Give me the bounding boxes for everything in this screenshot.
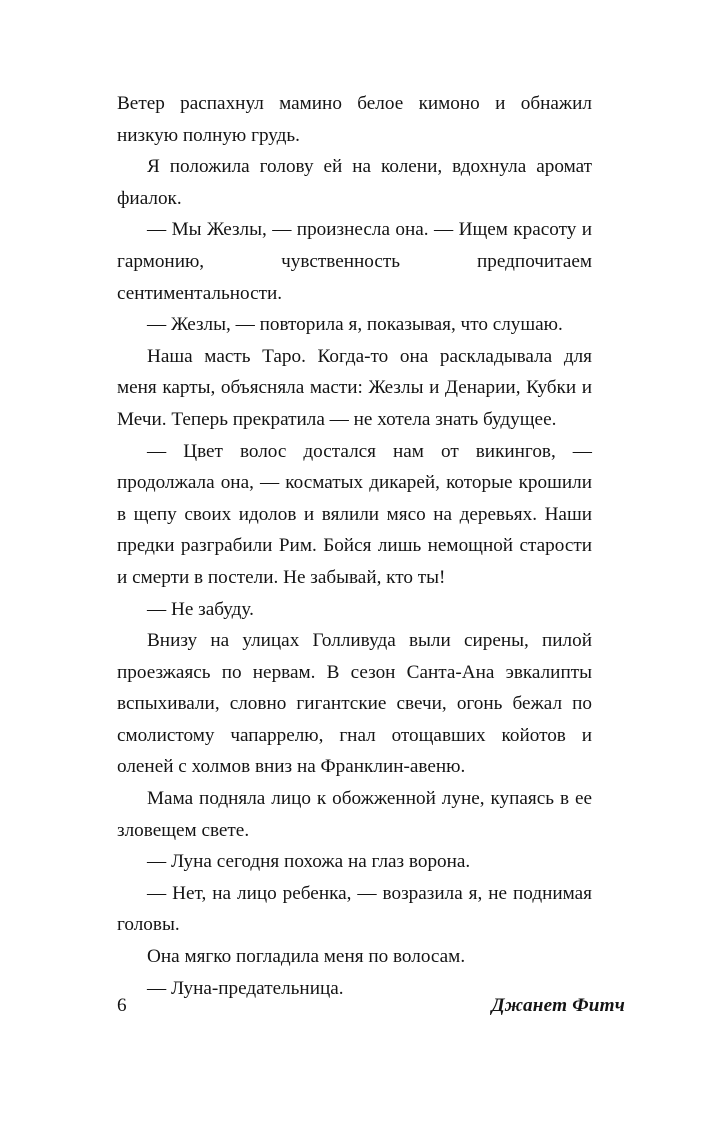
paragraph: Наша масть Таро. Когда-то она раскладывала для меня карты, объясняла масти: Жезлы и Денарии, Кубки и Мечи. Теперь прекратила — не хотела знать будущее. xyxy=(117,345,592,430)
paragraph: Я положила голову ей на колени, вдохнула аромат фиалок. xyxy=(117,156,592,209)
paragraph: Мама подняла лицо к обожженной луне, купаясь в ее зловещем свете. xyxy=(117,788,592,841)
paragraph: Ветер распахнул мамино белое кимоно и обнажил низкую полную грудь. xyxy=(117,93,592,146)
running-head-author: Джанет Фитч xyxy=(491,995,625,1016)
paragraph: — Мы Жезлы, — произнесла она. — Ищем красоту и гармонию, чувственность предпочитаем сентиментальности. xyxy=(117,219,592,304)
page-footer xyxy=(117,995,625,1017)
paragraph: — Цвет волос достался нам от викингов, — продолжала она, — косматых дикарей, которые крошили в щепу своих идолов и вялили мясо на деревьях. Наши предки разграбили Рим. Бойся лишь немощной старости и смерти в постели. Не забывай, кто ты! xyxy=(117,440,592,588)
paragraph: — Луна-предательница. xyxy=(147,977,344,999)
paragraph: — Жезлы, — повторила я, показывая, что слушаю. xyxy=(147,314,563,336)
body-text-column xyxy=(117,88,592,1004)
paragraph: Внизу на улицах Голливуда выли сирены, пилой проезжаясь по нервам. В сезон Санта-Ана эвкалипты вспыхивали, словно гигантские свечи, огонь бежал по смолистому чапаррелю, гнал отощавших койотов и оленей с холмов вниз на Франклин-авеню. xyxy=(117,630,592,778)
paragraph: — Луна сегодня похожа на глаз ворона. xyxy=(147,851,471,873)
paragraph: — Не забуду. xyxy=(147,598,254,620)
paragraph: Она мягко погладила меня по волосам. xyxy=(147,946,466,968)
page-number: 6 xyxy=(117,995,127,1016)
paragraph: — Нет, на лицо ребенка, — возразила я, не поднимая головы. xyxy=(117,882,592,936)
